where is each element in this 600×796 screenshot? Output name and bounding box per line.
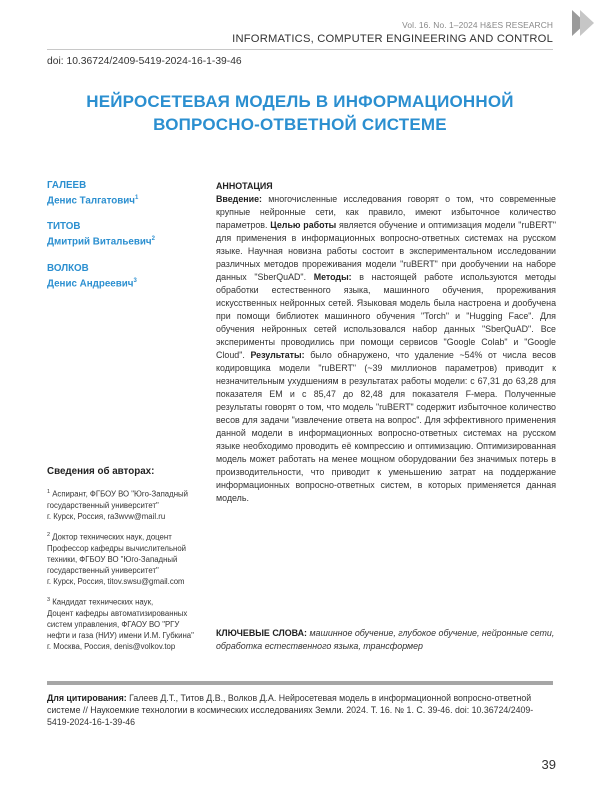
keywords — [216, 627, 556, 652]
citation-divider — [47, 681, 553, 685]
header-divider — [47, 49, 553, 50]
abstract-body: Введение: многочисленные исследования говорят о том, что современные крупные нейронные сети, как правило, имеют избыточное количество параметров. Целью работы является обучение и оптимизация модели "ruBERT" для применения в информационных вопросно-ответных системах на русском языке. Научная новизна работы состоит в экспериментальном исследовании различных методов прореживания модели "ruBERT" при дообучении на наборе данных "SberQuAD". Методы: в настоящей работе используются методы обработки естественного языка, машинного обучения, прореживания искусственных нейронных сетей. Языковая модель была настроена и дообучена при помощи библиотек машинного обучения "Torch" и "Hugging Face". Для обучения нейронных сетей использовался набор данных "SberQuAD". Все эксперименты проводились при помощи сервисов "Google Colab" и "Google Cloud". Результаты: было обнаружено, что удаление ~54% от числа весов кодировщика модели "ruBERT" (~39 миллионов параметров) приводит к незначительным ухудшениям в результатах работы модели: с 67,31 до 63,28 для показателя EM и с 85,47 до 82,48 для показателя F-мера. Полученные результаты говорят о том, что модель "ruBERT" содержит избыточное количество весов для задачи "извлечение ответа на вопрос". Для эффективного применения данной модели в информационных вопросно-ответных системах на русском языке необходимо проводить её компрессию и оптимизацию. Оптимизированная модель может работать на менее мощном оборудовании без значимых потерь в производительности, что приводит к уменьшению затрат на поддержание информационных вопросно-ответных систем, в которых применяется данная модель. — [216, 194, 556, 503]
author-1 — [47, 180, 207, 207]
abstract — [216, 180, 556, 505]
authors-list — [47, 180, 207, 304]
author-3 — [47, 263, 207, 290]
keywords-label: КЛЮЧЕВЫЕ СЛОВА: — [216, 628, 307, 638]
author-2 — [47, 221, 207, 248]
abstract-heading: АННОТАЦИЯ — [216, 181, 273, 191]
page-number: 39 — [541, 757, 556, 772]
author-first-name: Дмитрий Витальевич — [47, 236, 152, 248]
author-sup: 1 — [135, 195, 139, 201]
paper-title — [47, 90, 553, 136]
authors-info-heading: Сведения об авторах: — [47, 466, 155, 477]
citation-text: Галеев Д.Т., Титов Д.В., Волков Д.А. Нейросетевая модель в информационной вопросно-ответной системе // Наукоемкие технологии в космических исследованиях Земли. 2024. Т. 16. № 1. С. 39-46. doi: 10.36724/2409-5419-2024-16-1-39-46 — [47, 693, 534, 727]
keywords-text: машинное обучение, глубокое обучение, нейронные сети, обработка естественного языка, трансформер — [216, 628, 555, 651]
affiliation-1: $^1$ Аспирант, ФГБОУ ВО "Юго-Западный государственный университет" г. Курск, Россия, ra3wvw@mail.ru — [47, 489, 188, 521]
volume-line: Vol. 16. No. 1–2024 H&ES RESEARCH — [402, 20, 553, 30]
title-line-1: НЕЙРОСЕТЕВАЯ МОДЕЛЬ В ИНФОРМАЦИОННОЙ — [86, 92, 514, 111]
author-sup: 2 — [151, 236, 155, 243]
author-first-name: Денис Талгатович — [47, 195, 135, 207]
doi[interactable]: doi: 10.36724/2409-5419-2024-16-1-39-46 — [47, 56, 242, 67]
citation — [47, 692, 553, 728]
affiliation-2: $^2$ Доктор технических наук, доцент Профессор кафедры вычислительной техники, ФГБОУ ВО "Юго-Западный государственный университет" г. Курск, Россия, titov.swsu@gmail.com — [47, 532, 187, 586]
author-first-name: Денис Андреевич — [47, 277, 134, 289]
affiliation-3: $^3$ Кандидат технических наук, Доцент кафедры автоматизированных систем управления, ФГАОУ ВО "РГУ нефти и газа (НИУ) имени И.М. Губкина" г. Москва, Россия, denis@volkov.top — [47, 597, 194, 651]
title-line-2: ВОПРОСНО-ОТВЕТНОЙ СИСТЕМЕ — [153, 115, 447, 134]
author-last-name: ГАЛЕЕВ — [47, 180, 87, 191]
author-sup: 3 — [133, 277, 137, 284]
section-heading: INFORMATICS, COMPUTER ENGINEERING AND CONTROL — [232, 33, 553, 45]
author-last-name: ТИТОВ — [47, 221, 81, 233]
author-last-name: ВОЛКОВ — [47, 262, 89, 274]
corner-triangle-light — [580, 10, 594, 36]
citation-label: Для цитирования: — [47, 693, 127, 703]
